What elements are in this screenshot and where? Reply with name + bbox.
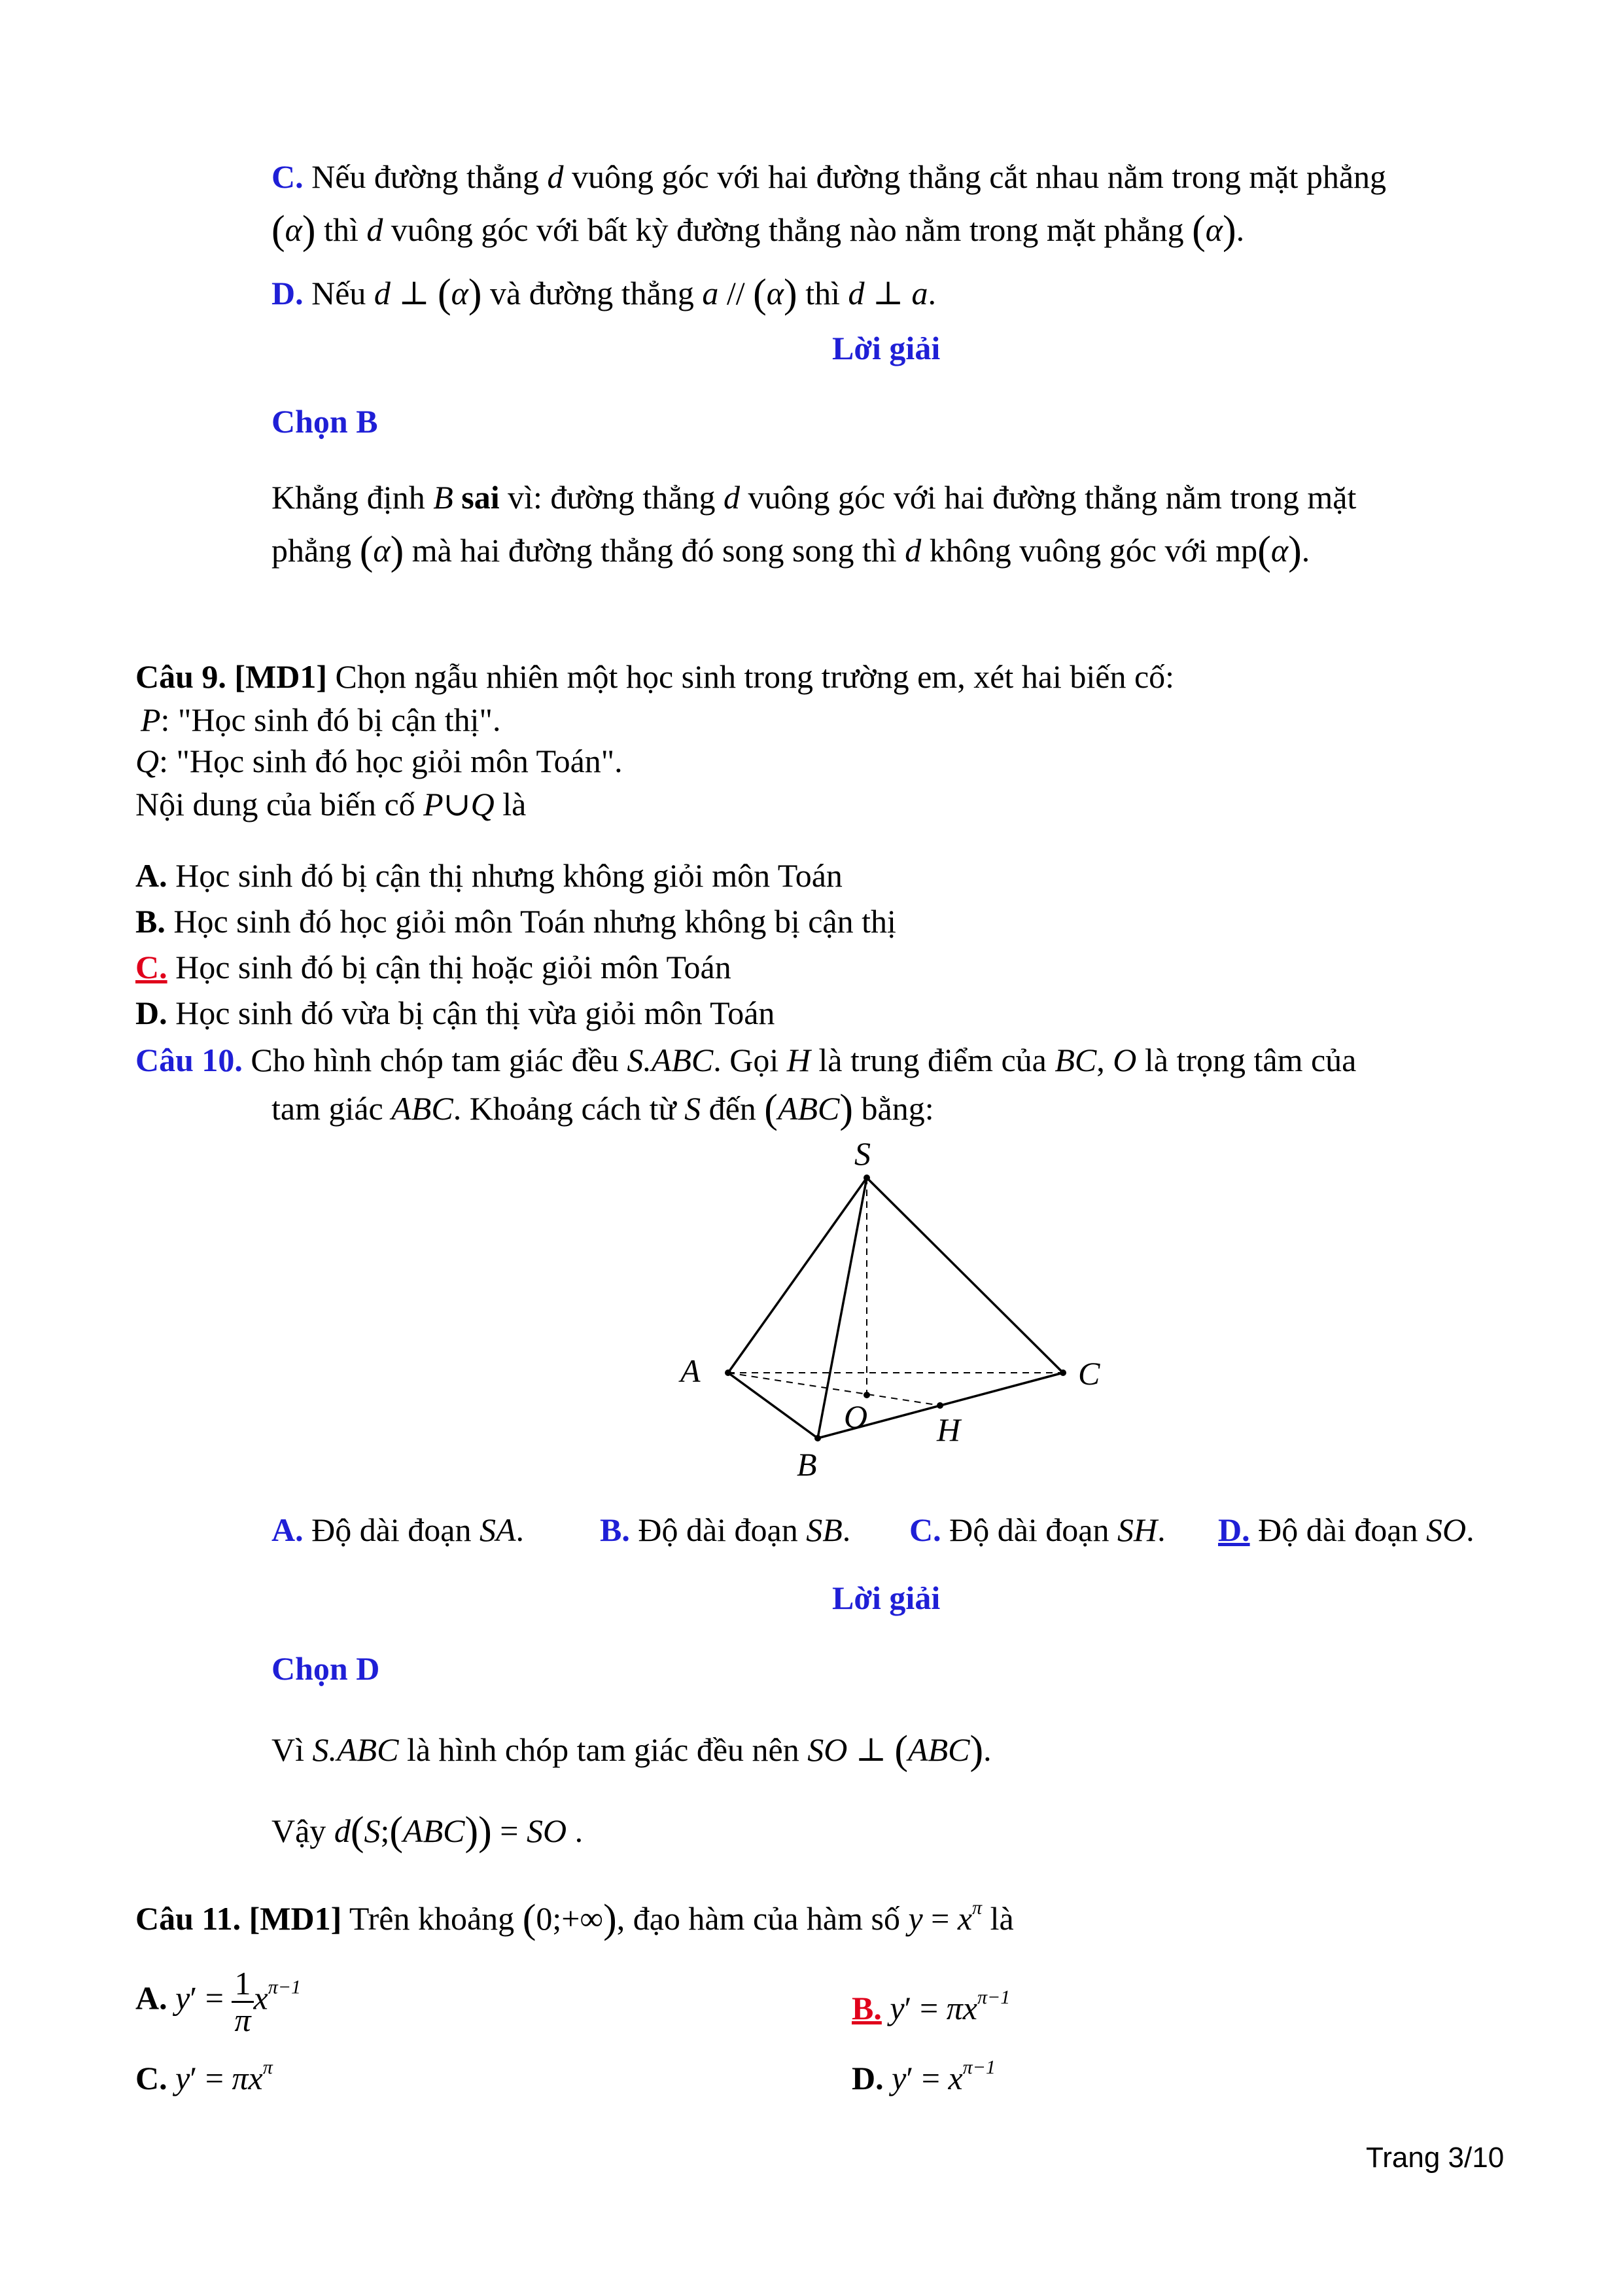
q9-event-q: Q: "Học sinh đó học giỏi môn Toán". [135, 743, 623, 779]
q10-stem-line2: tam giác ABC. Khoảng cách từ S đến (ABC) bằng: [271, 1087, 934, 1131]
prev-option-c: C. Nếu đường thẳng d vuông góc với hai đường thẳng cắt nhau nằm trong mặt phẳng [271, 158, 1387, 195]
q10-stem: Câu 10. Cho hình chóp tam giác đều S.ABC. Gọi H là trung điểm của BC, O là trọng tâm của [135, 1042, 1357, 1078]
q9-ask: Nội dung của biến cố P∪Q là [135, 786, 527, 822]
q9-option-d: D. Học sinh đó vừa bị cận thị vừa giỏi môn Toán [135, 995, 775, 1031]
fraction-1-over-pi: $\frac{1}{\pi}$ [232, 1966, 253, 2037]
q9-option-c-correct: C. Học sinh đó bị cận thị hoặc giỏi môn Toán [135, 949, 731, 985]
point-C [1060, 1369, 1066, 1376]
q11-stem: Câu 11. [MD1] Trên khoảng (0;+∞), đạo hàm của hàm số $y = x^\pi$ là [135, 1897, 1014, 1941]
prev-option-d: D. Nếu d ⊥ (α) và đường thẳng a // (α) thì d ⊥ a. [271, 272, 937, 316]
label-H: H [937, 1411, 961, 1448]
q11-option-c: C. $y' = \pi x^\pi$ [135, 2057, 273, 2096]
q11-option-d: D. $y' = x^{\pi-1}$ [852, 2057, 996, 2096]
point-A [725, 1369, 731, 1376]
q10-option-a: A. Độ dài đoạn SA. [271, 1511, 525, 1548]
label-B: B [797, 1446, 817, 1483]
prev-explain-line1: Khẳng định B sai vì: đường thẳng d vuông góc với hai đường thẳng nằm trong mặt [271, 479, 1357, 516]
q10-option-c: C. Độ dài đoạn SH. [909, 1511, 1166, 1548]
label-A: A [680, 1352, 701, 1389]
edge-AB [728, 1373, 818, 1438]
point-B [814, 1435, 821, 1441]
q10-option-d-correct: D. Độ dài đoạn SO. [1218, 1511, 1475, 1548]
q9-stem: Câu 9. [MD1] Chọn ngẫu nhiên một học sinh trong trường em, xét hai biến cố: [135, 658, 1175, 695]
q9-event-p: P: "Học sinh đó bị cận thị". [141, 701, 501, 738]
q10-solution-heading: Lời giải [832, 1580, 941, 1616]
point-S [864, 1174, 870, 1181]
point-O [864, 1392, 870, 1398]
q9-option-b: B. Học sinh đó học giỏi môn Toán nhưng không bị cận thị [135, 903, 896, 940]
prev-option-c-line2: (α) thì d vuông góc với bất kỳ đường thẳng nào nằm trong mặt phẳng (α). [271, 208, 1245, 253]
label-S: S [854, 1135, 871, 1172]
label-O: O [844, 1398, 868, 1435]
edge-SC [867, 1178, 1063, 1373]
page-number: Trang 3/10 [1366, 2142, 1505, 2174]
q9-option-a: A. Học sinh đó bị cận thị nhưng không giỏi môn Toán [135, 857, 843, 894]
q10-explain-line1: Vì S.ABC là hình chóp tam giác đều nên SO ⊥ (ABC). [271, 1728, 992, 1773]
point-H [937, 1402, 943, 1409]
q10-option-b: B. Độ dài đoạn SB. [600, 1511, 851, 1548]
prev-explain-line2: phẳng (α) mà hai đường thẳng đó song song thì d không vuông góc với mp(α). [271, 529, 1310, 573]
segment-AH-hidden [728, 1373, 940, 1405]
label-C: C [1078, 1355, 1100, 1392]
q10-choice: Chọn D [271, 1650, 380, 1687]
edge-SA [728, 1178, 867, 1373]
q10-explain-line2: Vậy d(S;(ABC)) = SO . [271, 1809, 584, 1854]
q11-option-a: A. y′ = $\frac{1}{\pi}$ $x^{\pi-1}$ [135, 1965, 301, 2038]
q11-option-b-correct: B. $y' = \pi x^{\pi-1}$ [852, 1987, 1011, 2026]
prev-choice: Chọn B [271, 403, 378, 440]
prev-solution-heading: Lời giải [832, 330, 941, 366]
